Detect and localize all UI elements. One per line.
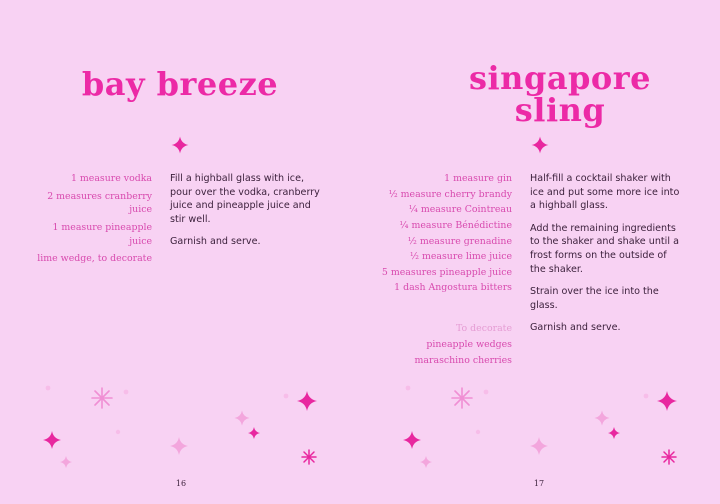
recipe-title-bay-breeze: bay breeze [81, 65, 279, 103]
ingredient-item: 1 measure vodka [70, 173, 152, 184]
ingredient-item: 1 measure pineapple juice [52, 221, 152, 247]
ingredient-item: 5 measures pineapple juice [381, 266, 512, 278]
ingredient-item: ¼ measure Bénédictine [399, 219, 512, 231]
ingredient-item: ¼ measure Cointreau [408, 204, 512, 216]
method-singapore-sling [530, 172, 682, 344]
decorate-section [378, 322, 512, 371]
decorate-item: maraschino cherries [414, 355, 512, 367]
ingredient-item: lime wedge, to decorate [37, 253, 152, 265]
method-step: Fill a highball glass with ice, pour over the vodka, cranberry juice and pineapple juice and stir well. [170, 173, 320, 225]
ingredient-list-singapore-sling [378, 172, 512, 297]
ingredient-item: 2 measures cranberry juice [47, 190, 152, 216]
method-bay-breeze [170, 172, 320, 258]
recipe-title-singapore-sling [440, 59, 680, 129]
method-step: Garnish and serve. [170, 236, 261, 248]
ingredient-list-bay-breeze [30, 172, 152, 270]
decorate-item: pineapple wedges [426, 338, 512, 350]
decorate-label: To decorate [456, 323, 512, 334]
title-line: sling [514, 91, 606, 129]
page-number-left: 16 [175, 479, 187, 488]
ingredient-item: 1 measure gin [444, 173, 512, 184]
ingredient-item: ½ measure grenadine [407, 235, 512, 247]
ingredient-item: 1 dash Angostura bitters [394, 282, 512, 294]
method-step: Half-fill a cocktail shaker with ice and put some more ice into a highball glass. [530, 173, 680, 212]
ingredient-item: ½ measure cherry brandy [388, 188, 512, 200]
ingredient-item: ½ measure lime juice [409, 251, 512, 263]
title-line: singapore [469, 59, 651, 97]
method-step: Garnish and serve. [530, 322, 621, 334]
page-number-right: 17 [533, 479, 545, 488]
method-step: Add the remaining ingredients to the shaker and shake until a frost forms on the outside of the shaker. [530, 222, 679, 275]
method-step: Strain over the ice into the glass. [530, 286, 659, 311]
